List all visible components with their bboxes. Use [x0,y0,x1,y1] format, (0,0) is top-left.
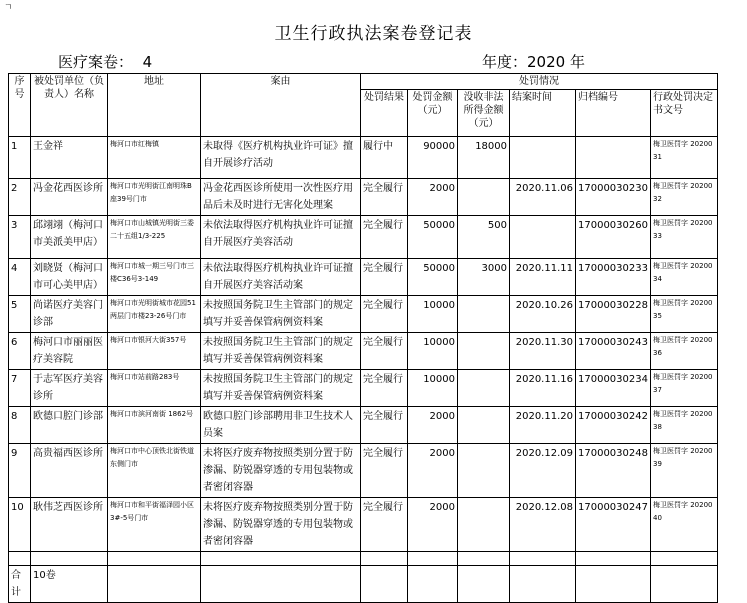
cell-close-time: 2020.12.08 [510,498,576,552]
empty-cell [651,566,718,603]
cell-result: 完全履行 [361,179,408,216]
page-title: 卫生行政执法案卷登记表 [274,24,473,44]
empty-cell [576,566,651,603]
cell-unit: 尚诺医疗美容门诊部 [31,296,108,333]
table-row [9,333,718,370]
volume-label: 医疗案卷： [58,53,134,71]
year-info [482,51,585,72]
cell-close-time: 2020.11.11 [510,259,576,296]
cell-doc-no: 梅卫医罚字 2020037 [651,370,718,407]
cell-result: 完全履行 [361,498,408,552]
cell-archive-no: 17000030230 [576,179,651,216]
cell-archive-no: 17000030247 [576,498,651,552]
cell-address: 梅河口市山城镇光明街三委二十五组1/3-225 [108,216,201,259]
header-fine: 处罚金额（元） [408,90,458,137]
cell-address: 梅河口市光明街城市花园51两层门市楼23-26号门市 [108,296,201,333]
cell-seq: 8 [9,407,31,444]
cell-result: 履行中 [361,137,408,179]
cell-address: 梅河口市和平街福泽园小区3#-5号门市 [108,498,201,552]
cell-result: 完全履行 [361,407,408,444]
volume-value: 4 [142,53,153,71]
empty-cell [458,566,510,603]
cell-seq: 9 [9,444,31,498]
cell-confiscate: 500 [458,216,510,259]
empty-cell [576,552,651,566]
cell-archive-no [576,137,651,179]
cell-doc-no: 梅卫医罚字 2020034 [651,259,718,296]
cell-cause: 未取得《医疗机构执业许可证》擅自开展诊疗活动 [201,137,361,179]
cell-result: 完全履行 [361,444,408,498]
cell-doc-no: 梅卫医罚字 2020039 [651,444,718,498]
cell-cause: 欧德口腔门诊部聘用非卫生技术人员案 [201,407,361,444]
cell-confiscate [458,407,510,444]
cell-fine: 10000 [408,296,458,333]
empty-cell [361,552,408,566]
cell-confiscate [458,333,510,370]
cell-cause: 冯金花西医诊所使用一次性医疗用品后未及时进行无害化处理案 [201,179,361,216]
cell-close-time [510,137,576,179]
cell-cause: 未按照国务院卫生主管部门的规定填写并妥善保管病例资料案 [201,370,361,407]
header-archive-no: 归档编号 [576,90,651,137]
case-register-table [8,73,718,603]
cell-cause: 未依法取得医疗机构执业许可证擅自开展医疗美容活动 [201,216,361,259]
cell-fine: 50000 [408,216,458,259]
table-row [9,498,718,552]
cell-confiscate [458,296,510,333]
cell-seq: 2 [9,179,31,216]
paragraph-mark-icon: ㄱ [4,3,13,13]
cell-close-time: 2020.11.16 [510,370,576,407]
cell-close-time: 2020.11.06 [510,179,576,216]
header-close-time: 结案时间 [510,90,576,137]
empty-cell [201,552,361,566]
cell-cause: 未将医疗废弃物按照类别分置于防渗漏、防锐器穿透的专用包装物或者密闭容器 [201,444,361,498]
table-row [9,137,718,179]
cell-archive-no: 17000030233 [576,259,651,296]
cell-close-time: 2020.11.20 [510,407,576,444]
cell-confiscate [458,444,510,498]
cell-result: 完全履行 [361,333,408,370]
cell-doc-no: 梅卫医罚字 2020032 [651,179,718,216]
empty-cell [651,552,718,566]
cell-seq: 7 [9,370,31,407]
volume-info [58,51,152,72]
cell-confiscate [458,498,510,552]
cell-close-time: 2020.12.09 [510,444,576,498]
cell-result: 完全履行 [361,259,408,296]
cell-archive-no: 17000030242 [576,407,651,444]
header-cause: 案由 [201,74,361,137]
cell-doc-no: 梅卫医罚字 2020038 [651,407,718,444]
cell-address: 梅河口市光明街江南明珠B座39号门市 [108,179,201,216]
cell-confiscate: 18000 [458,137,510,179]
empty-cell [31,552,108,566]
header-doc-no: 行政处罚决定书文号 [651,90,718,137]
empty-cell [361,566,408,603]
header-penalty-group: 处罚情况 [361,74,718,90]
cell-archive-no: 17000030243 [576,333,651,370]
header-seq: 序号 [9,74,31,137]
cell-fine: 50000 [408,259,458,296]
cell-unit: 梅河口市丽丽医疗美容院 [31,333,108,370]
cell-doc-no: 梅卫医罚字 2020031 [651,137,718,179]
cell-seq: 6 [9,333,31,370]
cell-confiscate [458,370,510,407]
cell-unit: 邱翊翊（梅河口市美派美甲店） [31,216,108,259]
table-row-empty [9,552,718,566]
cell-address: 梅河口市中心顶铁北街铁道东侧门市 [108,444,201,498]
total-value: 10卷 [31,566,108,603]
empty-cell [9,552,31,566]
cell-address: 梅河口市滨河南街 1862号 [108,407,201,444]
cell-confiscate [458,179,510,216]
total-label: 合计 [9,566,31,603]
table-row [9,407,718,444]
cell-result: 完全履行 [361,296,408,333]
cell-fine: 2000 [408,179,458,216]
cell-archive-no: 17000030228 [576,296,651,333]
cell-cause: 未将医疗废弃物按照类别分置于防渗漏、防锐器穿透的专用包装物或者密闭容器 [201,498,361,552]
cell-archive-no: 17000030248 [576,444,651,498]
empty-cell [510,566,576,603]
cell-confiscate: 3000 [458,259,510,296]
cell-cause: 未按照国务院卫生主管部门的规定填写并妥善保管病例资料案 [201,333,361,370]
cell-doc-no: 梅卫医罚字 2020033 [651,216,718,259]
cell-fine: 10000 [408,370,458,407]
table-row [9,216,718,259]
cell-close-time [510,216,576,259]
cell-close-time: 2020.10.26 [510,296,576,333]
cell-cause: 未依法取得医疗机构执业许可证擅自开展医疗美容活动案 [201,259,361,296]
cell-unit: 王金祥 [31,137,108,179]
cell-seq: 5 [9,296,31,333]
cell-unit: 欧德口腔门诊部 [31,407,108,444]
cell-fine: 2000 [408,407,458,444]
cell-seq: 10 [9,498,31,552]
header-result: 处罚结果 [361,90,408,137]
cell-address: 梅河口市红梅镇 [108,137,201,179]
header-address: 地址 [108,74,201,137]
cell-fine: 2000 [408,444,458,498]
cell-unit: 刘晓贤（梅河口市可心美甲店） [31,259,108,296]
cell-archive-no: 17000030234 [576,370,651,407]
cell-fine: 2000 [408,498,458,552]
cell-doc-no: 梅卫医罚字 2020036 [651,333,718,370]
cell-unit: 于志军医疗美容诊所 [31,370,108,407]
cell-archive-no: 17000030260 [576,216,651,259]
cell-unit: 高贵福西医诊所 [31,444,108,498]
table-row [9,444,718,498]
empty-cell [108,566,201,603]
empty-cell [458,552,510,566]
empty-cell [510,552,576,566]
cell-fine: 90000 [408,137,458,179]
cell-doc-no: 梅卫医罚字 2020035 [651,296,718,333]
empty-cell [201,566,361,603]
cell-close-time: 2020.11.30 [510,333,576,370]
table-row [9,370,718,407]
year-value: 2020 年 [527,53,585,71]
cell-seq: 4 [9,259,31,296]
table-row [9,259,718,296]
cell-result: 完全履行 [361,370,408,407]
empty-cell [408,552,458,566]
cell-seq: 1 [9,137,31,179]
cell-seq: 3 [9,216,31,259]
cell-cause: 未按照国务院卫生主管部门的规定填写并妥善保管病例资料案 [201,296,361,333]
cell-doc-no: 梅卫医罚字 2020040 [651,498,718,552]
header-confiscate: 没收非法所得金额（元） [458,90,510,137]
cell-address: 梅河口市站前路283号 [108,370,201,407]
table-row [9,296,718,333]
total-row [9,566,718,603]
cell-unit: 耿伟芝西医诊所 [31,498,108,552]
cell-address: 梅河口市银河大街357号 [108,333,201,370]
cell-address: 梅河口市城一期三号门市三楼C36号3-149 [108,259,201,296]
header-unit: 被处罚单位（负责人）名称 [31,74,108,137]
cell-fine: 10000 [408,333,458,370]
cell-unit: 冯金花西医诊所 [31,179,108,216]
cell-result: 完全履行 [361,216,408,259]
empty-cell [408,566,458,603]
year-label: 年度： [482,53,528,71]
table-row [9,179,718,216]
empty-cell [108,552,201,566]
